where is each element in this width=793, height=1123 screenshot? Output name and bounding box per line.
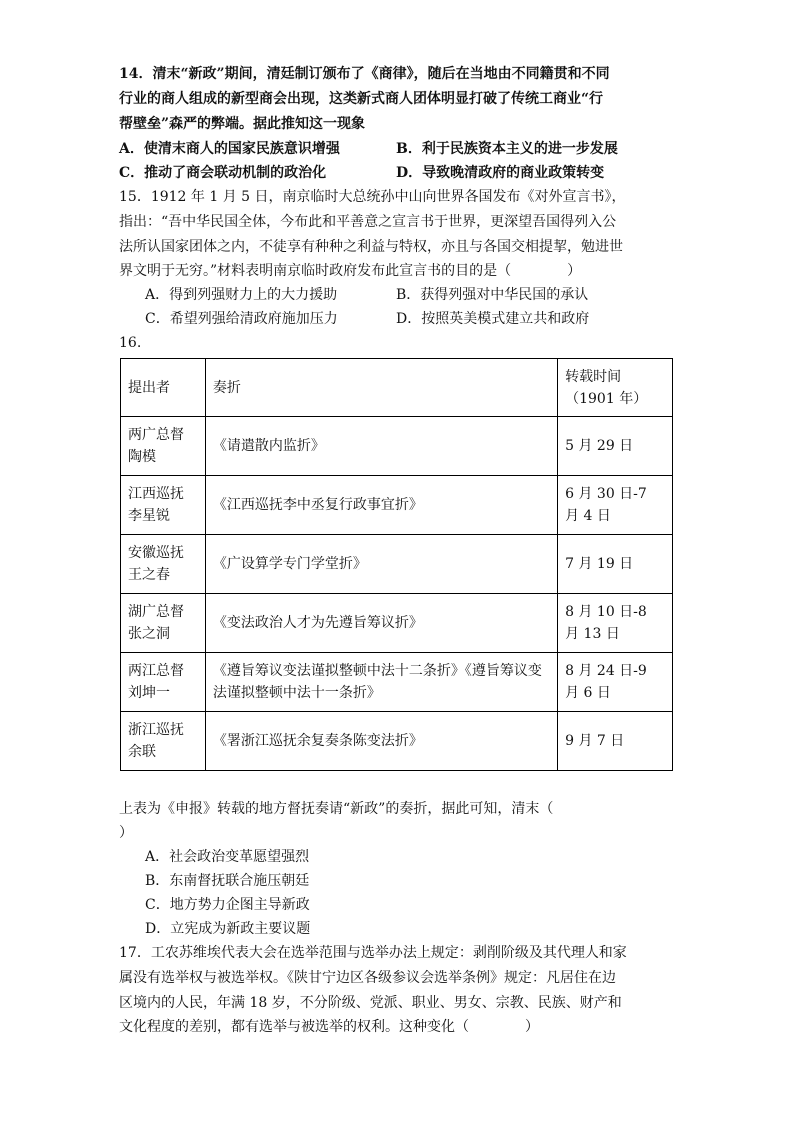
table-row <box>121 476 673 535</box>
q16-option-d[interactable]: D．立宪成为新政主要议题 <box>145 921 311 937</box>
cell-proposer: 湖广总督张之洞 <box>121 594 206 653</box>
q15-option-d[interactable]: D．按照英美模式建立共和政府 <box>396 311 590 327</box>
header-memorial: 奏折 <box>205 359 557 417</box>
q14-option-a[interactable]: A．使清末商人的国家民族意识增强 <box>119 141 340 157</box>
q16-option-a[interactable]: A．社会政治变革愿望强烈 <box>145 849 310 865</box>
table-row <box>121 535 673 594</box>
cell-proposer: 安徽巡抚王之春 <box>121 535 206 594</box>
q14-option-b[interactable]: B．利于民族资本主义的进一步发展 <box>396 141 618 157</box>
cell-reprint-time: 5 月 29 日 <box>558 417 673 476</box>
q14-line-1: 14．清末“新政”期间，清廷制订颁布了《商律》，随后在当地由不同籍贯和不同 <box>119 66 610 82</box>
cell-memorial: 《江西巡抚李中丞复行政事宜折》 <box>205 476 557 535</box>
cell-proposer: 浙江巡抚余联 <box>121 712 206 771</box>
q15-line-2: 指出：“吾中华民国全体，今布此和平善意之宣言书于世界，更深望吾国得列入公 <box>119 214 617 230</box>
header-proposer: 提出者 <box>121 359 206 417</box>
q15-option-c[interactable]: C．希望列强给清政府施加压力 <box>145 311 338 327</box>
cell-memorial: 《遵旨筹议变法谨拟整顿中法十二条折》《遵旨筹议变法谨拟整顿中法十一条折》 <box>205 653 557 712</box>
q16-number: 16. <box>119 335 142 351</box>
q17-line-4: 文化程度的差别，都有选举与被选举的权利。这种变化（ ） <box>119 1019 539 1035</box>
table-row <box>121 653 673 712</box>
table-header-row <box>121 359 673 417</box>
q17-line-2: 属没有选举权与被选举权。《陕甘宁边区各级参议会选举条例》规定：凡居住在边 <box>119 970 616 986</box>
q14-option-d[interactable]: D．导致晚清政府的商业政策转变 <box>396 165 605 181</box>
cell-reprint-time: 6 月 30 日-7 月 4 日 <box>558 476 673 535</box>
q15-option-a[interactable]: A．得到列强财力上的大力援助 <box>145 287 338 303</box>
q16-option-b[interactable]: B．东南督抚联合施压朝廷 <box>145 873 310 889</box>
cell-memorial: 《请遣散内监折》 <box>205 417 557 476</box>
header-reprint-time: 转载时间（1901 年） <box>558 359 673 417</box>
cell-reprint-time: 9 月 7 日 <box>558 712 673 771</box>
q15-option-b[interactable]: B．获得列强对中华民国的承认 <box>396 287 589 303</box>
cell-proposer: 两江总督刘坤一 <box>121 653 206 712</box>
cell-proposer: 江西巡抚李星锐 <box>121 476 206 535</box>
table-row <box>121 712 673 771</box>
cell-reprint-time: 7 月 19 日 <box>558 535 673 594</box>
q16-memorial-table <box>120 358 673 771</box>
cell-reprint-time: 8 月 10 日-8 月 13 日 <box>558 594 673 653</box>
q15-line-1: 15．1912 年 1 月 5 日，南京临时大总统孙中山向世界各国发布《对外宣言书》， <box>119 189 626 205</box>
cell-reprint-time: 8 月 24 日-9 月 6 日 <box>558 653 673 712</box>
q17-line-3: 区境内的人民，年满 18 岁，不分阶级、党派、职业、男女、宗教、民族、财产和 <box>119 995 622 1011</box>
q14-option-c[interactable]: C．推动了商会联动机制的政治化 <box>119 165 327 181</box>
cell-memorial: 《署浙江巡抚余复奏条陈变法折》 <box>205 712 557 771</box>
q16-option-c[interactable]: C．地方势力企图主导新政 <box>145 897 310 913</box>
table-row <box>121 594 673 653</box>
q14-line-3: 帮壁垒”森严的弊端。据此推知这一现象 <box>119 116 366 132</box>
q15-line-3: 法所认国家团体之内，不徒享有种种之利益与特权，亦且与各国交相提挈，勉进世 <box>119 239 623 255</box>
cell-memorial: 《变法政治人才为先遵旨筹议折》 <box>205 594 557 653</box>
cell-proposer: 两广总督陶模 <box>121 417 206 476</box>
q17-line-1: 17．工农苏维埃代表大会在选举范围与选举办法上规定：剥削阶级及其代理人和家 <box>119 945 627 961</box>
q15-line-4: 界文明于无穷。”材料表明南京临时政府发布此宣言书的目的是（ ） <box>119 263 582 279</box>
q14-line-2: 行业的商人组成的新型商会出现，这类新式商人团体明显打破了传统工商业“行 <box>119 91 604 107</box>
table-row <box>121 417 673 476</box>
q16-stem-line-1: 上表为《申报》转载的地方督抚奏请“新政”的奏折，据此可知，清末（ <box>119 801 554 817</box>
cell-memorial: 《广设算学专门学堂折》 <box>205 535 557 594</box>
q16-stem-line-2: ） <box>119 825 133 841</box>
